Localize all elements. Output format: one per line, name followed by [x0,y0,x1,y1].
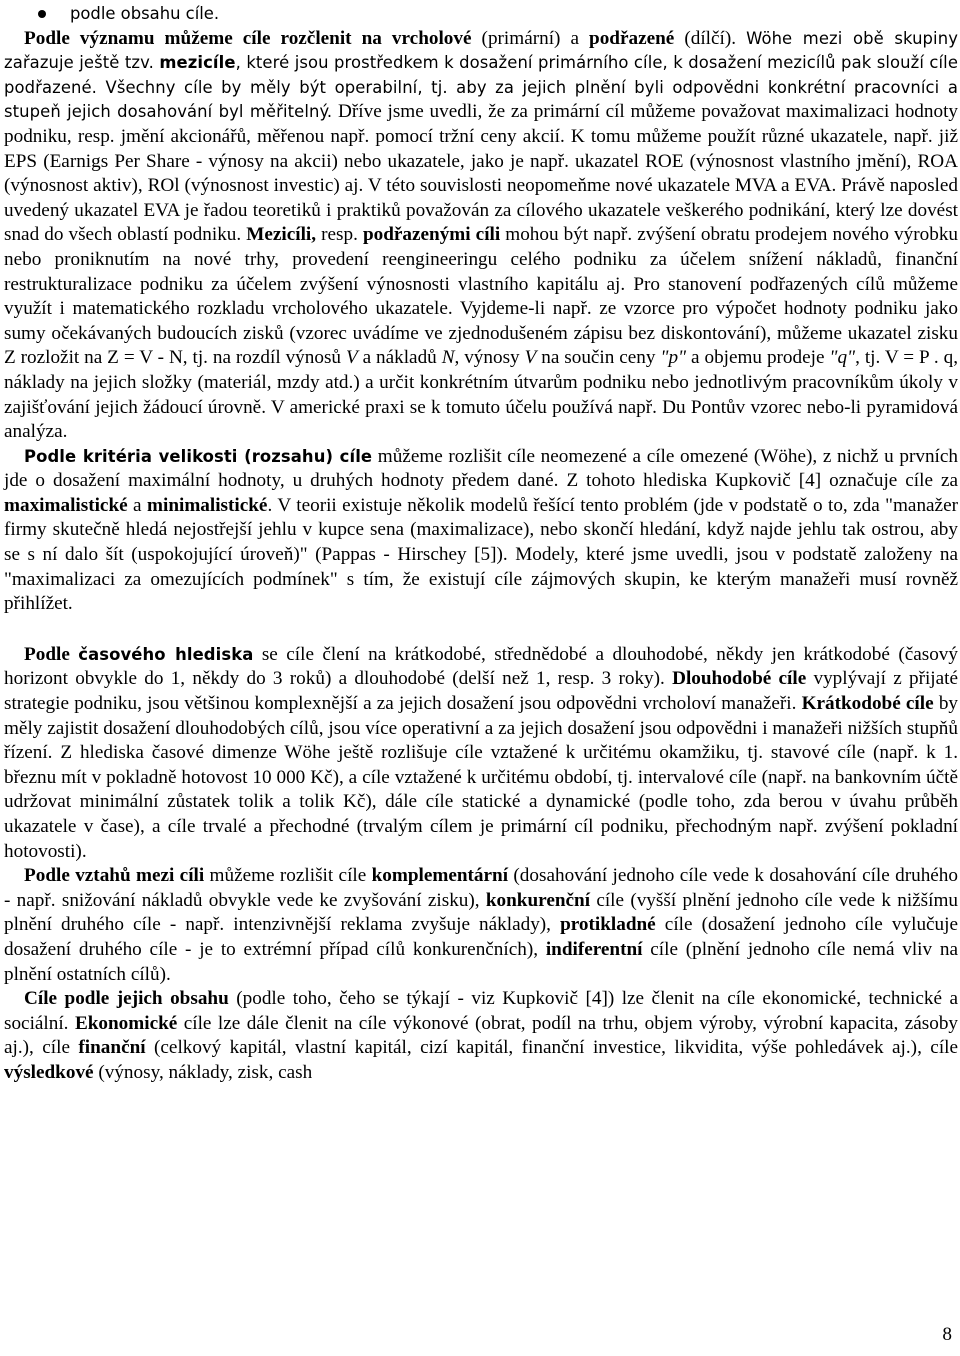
bullet-text: podle obsahu cíle. [70,4,220,23]
italic-symbol: V [345,347,358,369]
text-run: a objemu prodeje [686,347,830,369]
text-run: cíle lze dále členit na cíle výkonové (obrat, podíl na trhu, objem výroby, výrobní kapacita, zásoby aj.), cíle [4,1012,959,1059]
bold-term: Ekonomické [74,1012,178,1034]
bold-term: maximalistické [4,494,128,516]
text-run: cíle (dosažení jednoho cíle vylučuje dosažení druhého cíle - je to extrémní případ cílů konkurenčních), [4,914,958,960]
italic-symbol: "q" [829,347,856,369]
italic-symbol: N [441,347,455,369]
text-run: můžeme rozlišit cíle neomezené a cíle omezené (Wöhe), z nichž u prvních jde o dosažení maximální hodnoty, u druhých hodnoty předem dané. Z tohoto hlediska Kupkovič [4] označuje cíle za [4,445,958,492]
text-run: cíle (vyšší plnění jednoho cíle vede k nižšímu plnění druhého cíle - např. intenzivnější reklama zvyšuje náklady), [4,889,958,936]
text-run: na součin ceny [536,347,661,369]
bold-term: indiferentní [545,938,643,960]
page-number: 8 [942,1324,952,1345]
bold-term: minimalistické [147,494,268,516]
bold-term: vrcholové [391,27,472,49]
bold-term: komplementární [371,865,509,887]
text-run: a [127,494,147,516]
text-run: (dosahování jednoho cíle vede k dosahování cíle druhého - např. snižování nákladů obvykle vede ke zvyšování zisku), [4,865,958,911]
bullet-icon [38,10,46,18]
text-run: , které jsou prostředkem k dosažení primárního cíle, k dosažení mezicílů pak slouží cíle podřazené. Všechny cíle by měly být operabilní, tj. aby za jejich plnění byli odpovědni konkrétní pracovníci a stupeň jejich dosahování byl měřitelný. [4,53,958,122]
paragraph-goal-content [4,987,958,1085]
text-run: Wöhe mezi obě skupiny zařazuje ještě tzv. [4,28,959,73]
bold-term: podřazené [589,27,675,49]
paragraph-time-aspect [4,643,958,864]
text-run: se cíle člení na krátkodobé, střednědobé a dlouhodobé, někdy jen krátkodobé (časový horizont obvykle do 1, někdy do 3 roků) a dlouhodobé (delší než 1, resp. 3 roky). [4,643,958,690]
paragraph-gap [4,617,958,643]
text-run: resp. [316,224,363,246]
bold-term: Cíle podle jejich obsahu [24,988,229,1010]
text-run: a nákladů [357,347,442,369]
text-run: mohou být např. zvýšení obratu prodejem nového výrobku nebo proniknutím na nové trhy, provedení reengineeringu celého podniku za účelem snížení nákladů, finanční restrukturalizace podniku za účelem zvýšení výnosnosti vlastního kapitálu aj. Pro stanovení podřazených cílů můžeme využít i matematického rozkladu vrcholového ukazatele. Vyjdeme-li např. ze vzorce pro výpočet hodnoty podniku jako sumy očekávaných budoucích zisků (vzorec uvádíme ve zjednodušeném zápisu bez diskontování), můžeme ukazatel zisku Z rozložit na Z = V - N, tj. na rozdíl výnosů [4,224,959,369]
bold-term: Podle kritéria velikosti (rozsahu) cíle [24,446,373,466]
paragraph-goal-relations [4,864,958,987]
text-run: by měly zajistit dosažení dlouhodobých cílů, jsou více operativní a za jejich dosažení jsou odpovědni i manažeři nižších stupňů řízení. Z hlediska časové dimenze Wöhe ještě rozlišuje cíle vztažené k určitému okamžiku, tj. stavové cíle (např. k 1. březnu mít v pokladně hotovost 10 000 Kč), a cíle vztažené k určitému období, tj. intervalové cíle (např. na bankovním účtě udržovat minimální zůstatek tolik a tolik Kč), dále cíle statické a dynamické (podle toho, zda berou v úvahu průběh ukazatele v čase), a cíle trvalé a přechodné (trvalým cílem je primární cíl podniku, přechodným např. zvýšení pokladní hotovosti). [4,693,959,862]
paragraph-goal-size [4,445,958,617]
text-run: cíle (plnění jednoho cíle nemá vliv na plnění ostatních cílů). [4,938,958,985]
text-run: , tj. V = P . q, náklady na jejich složky (materiál, mzdy atd.) a určit konkrétním útvarům podniku nebo jednotlivým pracovníkům úkoly v zajišťování jejich žádoucí úrovně. V americké praxi se k tomuto účelu používá např. Du Pontův vzorec nebo-li pyramidová analýza. [4,347,959,443]
text-run: (celkový kapitál, vlastní kapitál, cizí kapitál, finanční investice, likvidita, výše pohledávek aj.), cíle [145,1037,959,1059]
text-run: . V teorii existuje několik modelů řešící tento problém (jde v podstatě o to, zda "manažer firmy skutečně hledá nejostřejší jehlu v kupce sena (maximalizace), nebo skončí hledání, když najde jehlu tak ostrou, aby se s ní dalo šít (uspokojující úroveň)" (Pappas - Hirschey [5]). Modely, které jsme uvedli, jsou v podstatě založeny na "maximalizaci za omezujících podmínek" s tím, že existují cíle zájmových skupin, ke kterým manažeři musí rovněž přihlížet. [4,494,958,615]
bold-term: Krátkodobé cíle [801,693,934,715]
bold-term: Podle významu můžeme cíle rozčlenit na [24,27,392,49]
text-run: , výnosy [454,347,525,369]
bullet-item [4,2,958,27]
bold-term: konkurenční [485,889,591,911]
bold-term: Mezicíli, [246,224,317,246]
bold-term: Podle vztahů mezi cíli [24,865,205,887]
italic-symbol: "p" [660,347,687,369]
bold-term: Dlouhodobé cíle [672,668,807,690]
bold-term: mezicíle [159,53,236,73]
text-run: Dříve jsme uvedli, že za primární cíl můžeme považovat maximalizaci hodnoty podniku, resp. jmění akcionářů, měřenou např. pomocí tržní ceny akcií. K tomu můžeme použít různé ukazatele, např. již EPS (Earnigs Per Share - výnosy na akcii) nebo ukazatele, jako je např. ukazatel ROE (výnosnost vlastního jmění), ROA (výnosnost aktiv), ROl (výnosnost investic) aj. V této souvislosti neopomeňme nové ukazatele MVA a EVA. Právě naposled uvedený ukazatel EVA je řadou teoretiků i praktiků považován za cílového ukazatele veškerého podnikání, který lze dovést snad do všech oblastí podniku. [4,101,958,246]
paragraph-goal-significance [4,27,958,445]
bold-term: finanční [78,1037,146,1059]
text-run: (dílčí). [674,27,747,49]
bold-term: podřazenými cíli [362,224,501,246]
text-run: (podle toho, čeho se týkají - viz Kupkovič [4]) lze členit na cíle ekonomické, technické a sociální. [4,988,958,1034]
text-run: můžeme rozlišit cíle [204,865,372,887]
bold-term: výsledkové [4,1061,94,1083]
body-text [4,2,958,1086]
italic-symbol: V [524,347,537,369]
text-run: (výnosy, náklady, zisk, cash [93,1061,313,1083]
bold-term: protikladné [560,914,656,936]
text-run: vyplývají z přijaté strategie podniku, jsou většinou komplexnější a za jejich dosažení jsou odpovědni vrcholoví manažeři. [4,668,958,715]
text-run: (primární) a [471,27,590,49]
bold-term: časového hlediska [78,644,254,664]
bold-term: Podle [24,643,79,665]
